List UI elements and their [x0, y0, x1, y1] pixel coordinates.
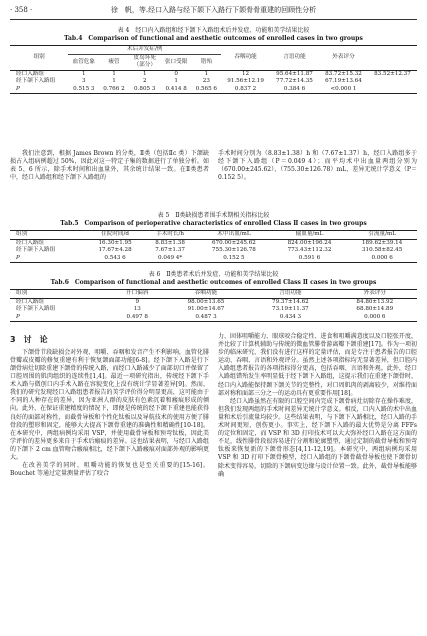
table-row: [10, 247, 417, 255]
table-4-header: 外表评分: [319, 46, 368, 71]
table-5: [10, 212, 417, 263]
table-header: 言语功能: [279, 290, 302, 297]
table-5-grid: [10, 230, 417, 263]
table-header: 开口偏斜: [126, 290, 149, 297]
table-cell: 0.565 6: [195, 85, 217, 92]
table-4-header-complications: 术后并发症/例: [68, 46, 221, 55]
table-cell: 1: [174, 78, 178, 85]
paragraph: 经口入路虽然在有限的口腔空间内完成下颌骨病灶切除存在操作难度，但我们发现两组的手术时间差异无统计学意义。相反，口内入路的术中出血量和术后引流量均较少。这些结果表明，与下颌下入路相比，经口入路的手术时间更短，创伤更小。事实上，经下颌下入路的最大优势是分离 FFFs 的定位和固定，而 VSP 和 3D 打印技术可以大大弥补经口入路在这方面的不足，线性腓骨段很容易进行分割和轮廓塑型，通过定制的截骨导板和预弯钛板来恢复新的下颌骨形态[4,11-12,19]。本研究中，两组病例均采用 VSP 和 3D 打印下颌骨模型，经口入路组的下颌骨截骨导板也使下颌骨切除术变得容易，切除的下颌病变边缘与设计位置一致。此外，截骨导板能够确: [218, 397, 417, 478]
table-cell: P: [16, 313, 20, 320]
table-4-caption-en: Tab.4 Comparison of functional and aesthetic outcomes of enrolled cases in two groups: [64, 35, 363, 43]
table-cell: 9: [135, 298, 139, 305]
paragraph: 在改善美学的同时，咀嚼功能的恢复也是至关重要的[15-16]。Bouchet 等通过定量测量评估了咬合: [10, 462, 209, 478]
table-cell: 77.72±14.35: [276, 78, 313, 85]
table-cell: 经口入路组: [16, 70, 44, 77]
table-cell: 17.67±4.28: [98, 247, 132, 254]
table-cell: 3: [82, 78, 86, 85]
table-4-header: 血管危象: [72, 58, 95, 65]
table-cell: 0.497 8: [126, 313, 148, 320]
table-cell: 13: [133, 306, 141, 313]
table-5-caption-en: Tab.5 Comparison of perioperative characteristics of enrolled Class Ⅱ cases in two groups: [60, 220, 367, 228]
table-header: 组别: [16, 290, 28, 297]
table-cell: 755.30±126.78: [212, 247, 256, 254]
table-header: 输血量/mL: [295, 231, 324, 238]
page-number: · 358 ·: [10, 6, 33, 14]
table-cell: 310.58±82.45: [361, 247, 403, 254]
table-row: [10, 70, 417, 78]
table-4-grid: [10, 45, 417, 94]
table-cell: 0.000 6: [371, 254, 393, 261]
table-4-header: 吞咽功能: [221, 46, 270, 71]
table-cell: 91.00±14.67: [187, 306, 225, 313]
table-cell: 1: [112, 70, 116, 77]
table-row: [10, 86, 417, 94]
paragraph: 力、固体咀嚼能力、眼球咬合稳定性、进食和咀嚼满意度以及口腔张开度，并比较了计算机辅助与传统的微血管腓骨游离瓣下颌重建[17]。作为一项初步的临床研究，我们没有进行这样的定量评估，而是专注于患者报告的口腔运动、吞咽、言语和外观评分。虽然上述各项指标均无显著差异，但口腔内入路组患者报告的各项指标得分更高，包括吞咽、言语和外观。此外，经口入路组错殆发生率明显低于经下颌下入路组，这提示我们在重建下颌骨时，经口内入路能保持颞下颌关节的完整性，对口周肌肉的剥离较少，对维持面部对称和面部三分之一的运动具有更重要作用[18]。: [218, 333, 417, 397]
table-cell: 824.00±196.24: [287, 239, 332, 246]
table-cell: 84.80±13.92: [356, 298, 394, 305]
table-cell: 0.591 6: [298, 254, 321, 261]
header-rule: [10, 19, 417, 20]
table-4-caption-zh: 表 4 经口内入路组和经下颌下入路组术后并发症、功能和美学结果比较: [117, 27, 310, 34]
paragraph: 手术时间分别为（8.83±1.38）h 和（7.67±1.37）h，经口入路组多于经下颌下入路组（P＝0.049 4）；而平均术中出血量两组分别为（670.00±245.62）、（755.30±126.78）mL，差异无统计学意义（P＝0.152 5）。: [218, 150, 417, 182]
table-cell: 189.62±39.14: [361, 239, 403, 246]
table-cell: 95.64±11.87: [276, 70, 313, 77]
table-row: [10, 306, 417, 314]
body-text-right-top: [218, 150, 417, 182]
table-cell: [368, 78, 417, 86]
table-header: 组别: [16, 231, 28, 238]
table-header: 引流量/mL: [368, 231, 396, 238]
table-header: 吞咽功能: [194, 290, 218, 297]
table-cell: 经口入路组: [16, 239, 44, 246]
table-row: [10, 78, 417, 86]
table-cell: 0.152 5: [223, 254, 245, 261]
table-cell: 8.83±1.38: [155, 239, 185, 246]
table-row: [10, 239, 417, 247]
table-row: [10, 255, 417, 263]
table-cell: 773.43±112.32: [287, 247, 332, 254]
table-cell: 73.19±11.37: [272, 306, 309, 313]
table-cell: 12: [242, 70, 250, 77]
table-cell: 7.67±1.37: [155, 247, 185, 254]
table-row: [10, 314, 417, 322]
table-header: 外表评分: [363, 290, 386, 297]
table-header: 术中出血/mL: [217, 231, 251, 238]
table-cell: 1: [204, 70, 209, 77]
table-cell: 91.56±12.19: [227, 78, 264, 85]
table-4-header: 张口受限: [164, 58, 188, 65]
table-cell: <0.000 1: [330, 85, 357, 92]
table-cell: 1: [142, 70, 147, 77]
discussion-left: [10, 333, 209, 478]
table-cell: 23: [202, 78, 210, 85]
table-row: [10, 298, 417, 306]
table-cell: 0.000 6: [364, 313, 386, 320]
table-cell: 67.19±13.64: [325, 78, 362, 85]
body-text-left-top: [10, 150, 209, 182]
table-cell: 0.049 4*: [158, 254, 183, 261]
table-6: [10, 271, 417, 322]
table-cell: 0.805 3: [134, 85, 156, 92]
table-cell: 83.72±15.32: [325, 70, 362, 77]
table-cell: 0.487 3: [195, 313, 217, 320]
table-header: 住院时间/d: [101, 231, 129, 238]
table-5-caption-zh: 表 5 Ⅱ类缺损患者围手术期相关指标比较: [157, 212, 270, 219]
table-4-header: 皮岛坏死（部分）: [133, 54, 156, 69]
table-cell: 1: [82, 70, 86, 77]
table-cell: 79.37±14.62: [272, 298, 309, 305]
table-cell: 0.543 6: [104, 254, 126, 261]
table-6-caption-zh: 表 6 Ⅱ类患者术后并发症、功能和美学结果比较: [148, 271, 279, 278]
table-cell: P: [16, 85, 20, 92]
table-6-grid: [10, 289, 417, 322]
table-cell: 经下颌下入路组: [16, 247, 56, 254]
running-head: 徐 帆，等.经口入路与经下颌下入路行下颌骨骨重建的回顾性分析: [110, 6, 317, 14]
table-cell: 2: [142, 78, 147, 85]
table-cell: 经口入路组: [16, 298, 44, 305]
table-cell: 98.00±13.65: [187, 298, 225, 305]
table-cell: 670.00±245.62: [212, 239, 256, 246]
table-cell: 16.30±1.95: [98, 239, 132, 246]
table-4-header-group: 组别: [10, 46, 68, 71]
table-6-caption-en: Tab.6 Comparison of functional and aesthetic outcomes of enrolled Class Ⅱ cases in two groups: [50, 279, 377, 287]
page-header: [10, 6, 417, 17]
table-cell: 0.384 6: [283, 85, 306, 92]
table-cell: 83.52±12.37: [374, 70, 411, 77]
table-cell: 1: [112, 78, 116, 85]
discussion-right: [218, 333, 417, 479]
table-cell: 0.837 2: [234, 85, 257, 92]
table-4-header: 瘘管: [108, 58, 120, 65]
table-cell: 0.515 3: [73, 85, 95, 92]
paragraph: 下颌骨节段缺损会对外观、咀嚼、吞咽和发音产生不利影响，血管化腓骨瓣或皮瓣的修复重建有利于恢复颌面部功能[6-8]。经下颌下入路是行下颌骨病灶切除重建下颌骨的传统入路，而经口入路减少了面部切口并保留了口腔周围的肌肉组织的连续性[1,4]。最近一项研究指出，传统经下颌下手术入路与微创口内手术入路在容貌变化上没有统计学显著差异[9]。然而，我们的研究发现经口入路组患者报告的美学评价得分明显更高，这可能由于不同的人种存在的差异，因为亚洲人群的皮肤有色素沉着和瘢痕形成的倾向。此外，在保证重建精度的情况下，即便是传统的经下颌下重建也能获得良好的面部对称性，而截骨导板和个性化钛板以及导航技术的使用方便了腓骨段的塑形和固定，能够大大提高下颌骨重建的准确性和精确性[10-18]。在本研究中，两组病例均采用 VSP，并使用截骨导板和预弯钛板，因此美学评价的差异更多来自于手术后瘢痕的差异。这也结果表明，与经口入路组的下颌下 2 cm 血管吻合瘢痕相比，经下颌下入路瘢痕对面部外观的影响更大。: [10, 348, 209, 462]
table-cell: 经下颌下入路组: [16, 306, 56, 313]
table-cell: 0: [174, 70, 178, 77]
table-cell: 68.80±14.89: [356, 306, 394, 313]
table-cell: 经下颌下入路组: [16, 78, 56, 85]
table-cell: 0.414 8: [165, 85, 187, 92]
table-4-header: 错殆: [200, 58, 212, 65]
table-4-header: 言语功能: [270, 46, 319, 71]
table-cell: 0.434 3: [279, 313, 302, 320]
table-header: 手术时长/h: [156, 231, 185, 238]
table-cell: 0.766 2: [103, 85, 125, 92]
table-cell: P: [16, 254, 20, 261]
section-heading: 3 讨 论: [10, 335, 48, 344]
table-4: [10, 27, 417, 94]
paragraph: 我们注意到，根据 James Brown 的分类，Ⅱ类（包括Ⅱc 类）下颌缺损占入组病例超过 50%，因此对这一特定子集的数据进行了单独分析。如表 5、6 所示，除手术时间和出血量外，其余统计结果一致。在Ⅱ类患者中，经口入路组和经下颌下入路组的: [10, 150, 209, 182]
